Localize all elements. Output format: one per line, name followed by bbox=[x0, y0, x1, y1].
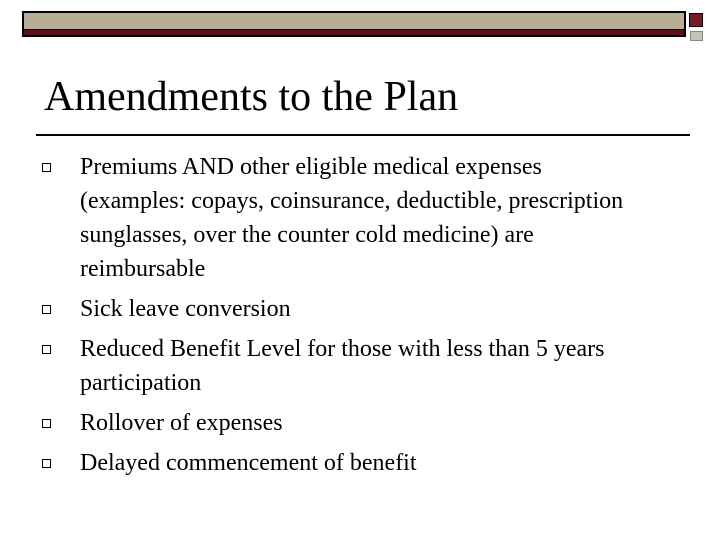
bullet-item-sick-leave bbox=[0, 292, 640, 326]
bullet-item-reduced-benefit bbox=[0, 332, 640, 400]
title-divider bbox=[36, 134, 690, 136]
slide-title: Amendments to the Plan bbox=[44, 74, 459, 120]
bullet-item-rollover bbox=[0, 406, 640, 440]
bullet-text: Rollover of expenses bbox=[80, 410, 283, 436]
square-bullet-icon bbox=[42, 163, 51, 172]
square-bullet-icon bbox=[42, 345, 51, 354]
bullet-item-premiums bbox=[0, 150, 640, 286]
bullet-item-delayed bbox=[0, 446, 640, 480]
bullet-text: Reduced Benefit Level for those with less than 5 years participation bbox=[80, 336, 605, 396]
bullet-list bbox=[0, 150, 720, 486]
square-bullet-icon bbox=[42, 459, 51, 468]
header-decorative-bar bbox=[22, 11, 686, 37]
header-bar-light-band bbox=[24, 13, 684, 30]
square-bullet-icon bbox=[42, 419, 51, 428]
corner-square-dark bbox=[689, 13, 703, 27]
square-bullet-icon bbox=[42, 305, 51, 314]
corner-square-light bbox=[690, 31, 703, 41]
corner-decoration bbox=[687, 11, 707, 39]
bullet-text: Sick leave conversion bbox=[80, 296, 291, 322]
bullet-text: Premiums AND other eligible medical expenses (examples: copays, coinsurance, deductible, prescription sunglasses, over the counter cold medicine) are reimbursable bbox=[80, 154, 624, 282]
bullet-text: Delayed commencement of benefit bbox=[80, 450, 417, 476]
